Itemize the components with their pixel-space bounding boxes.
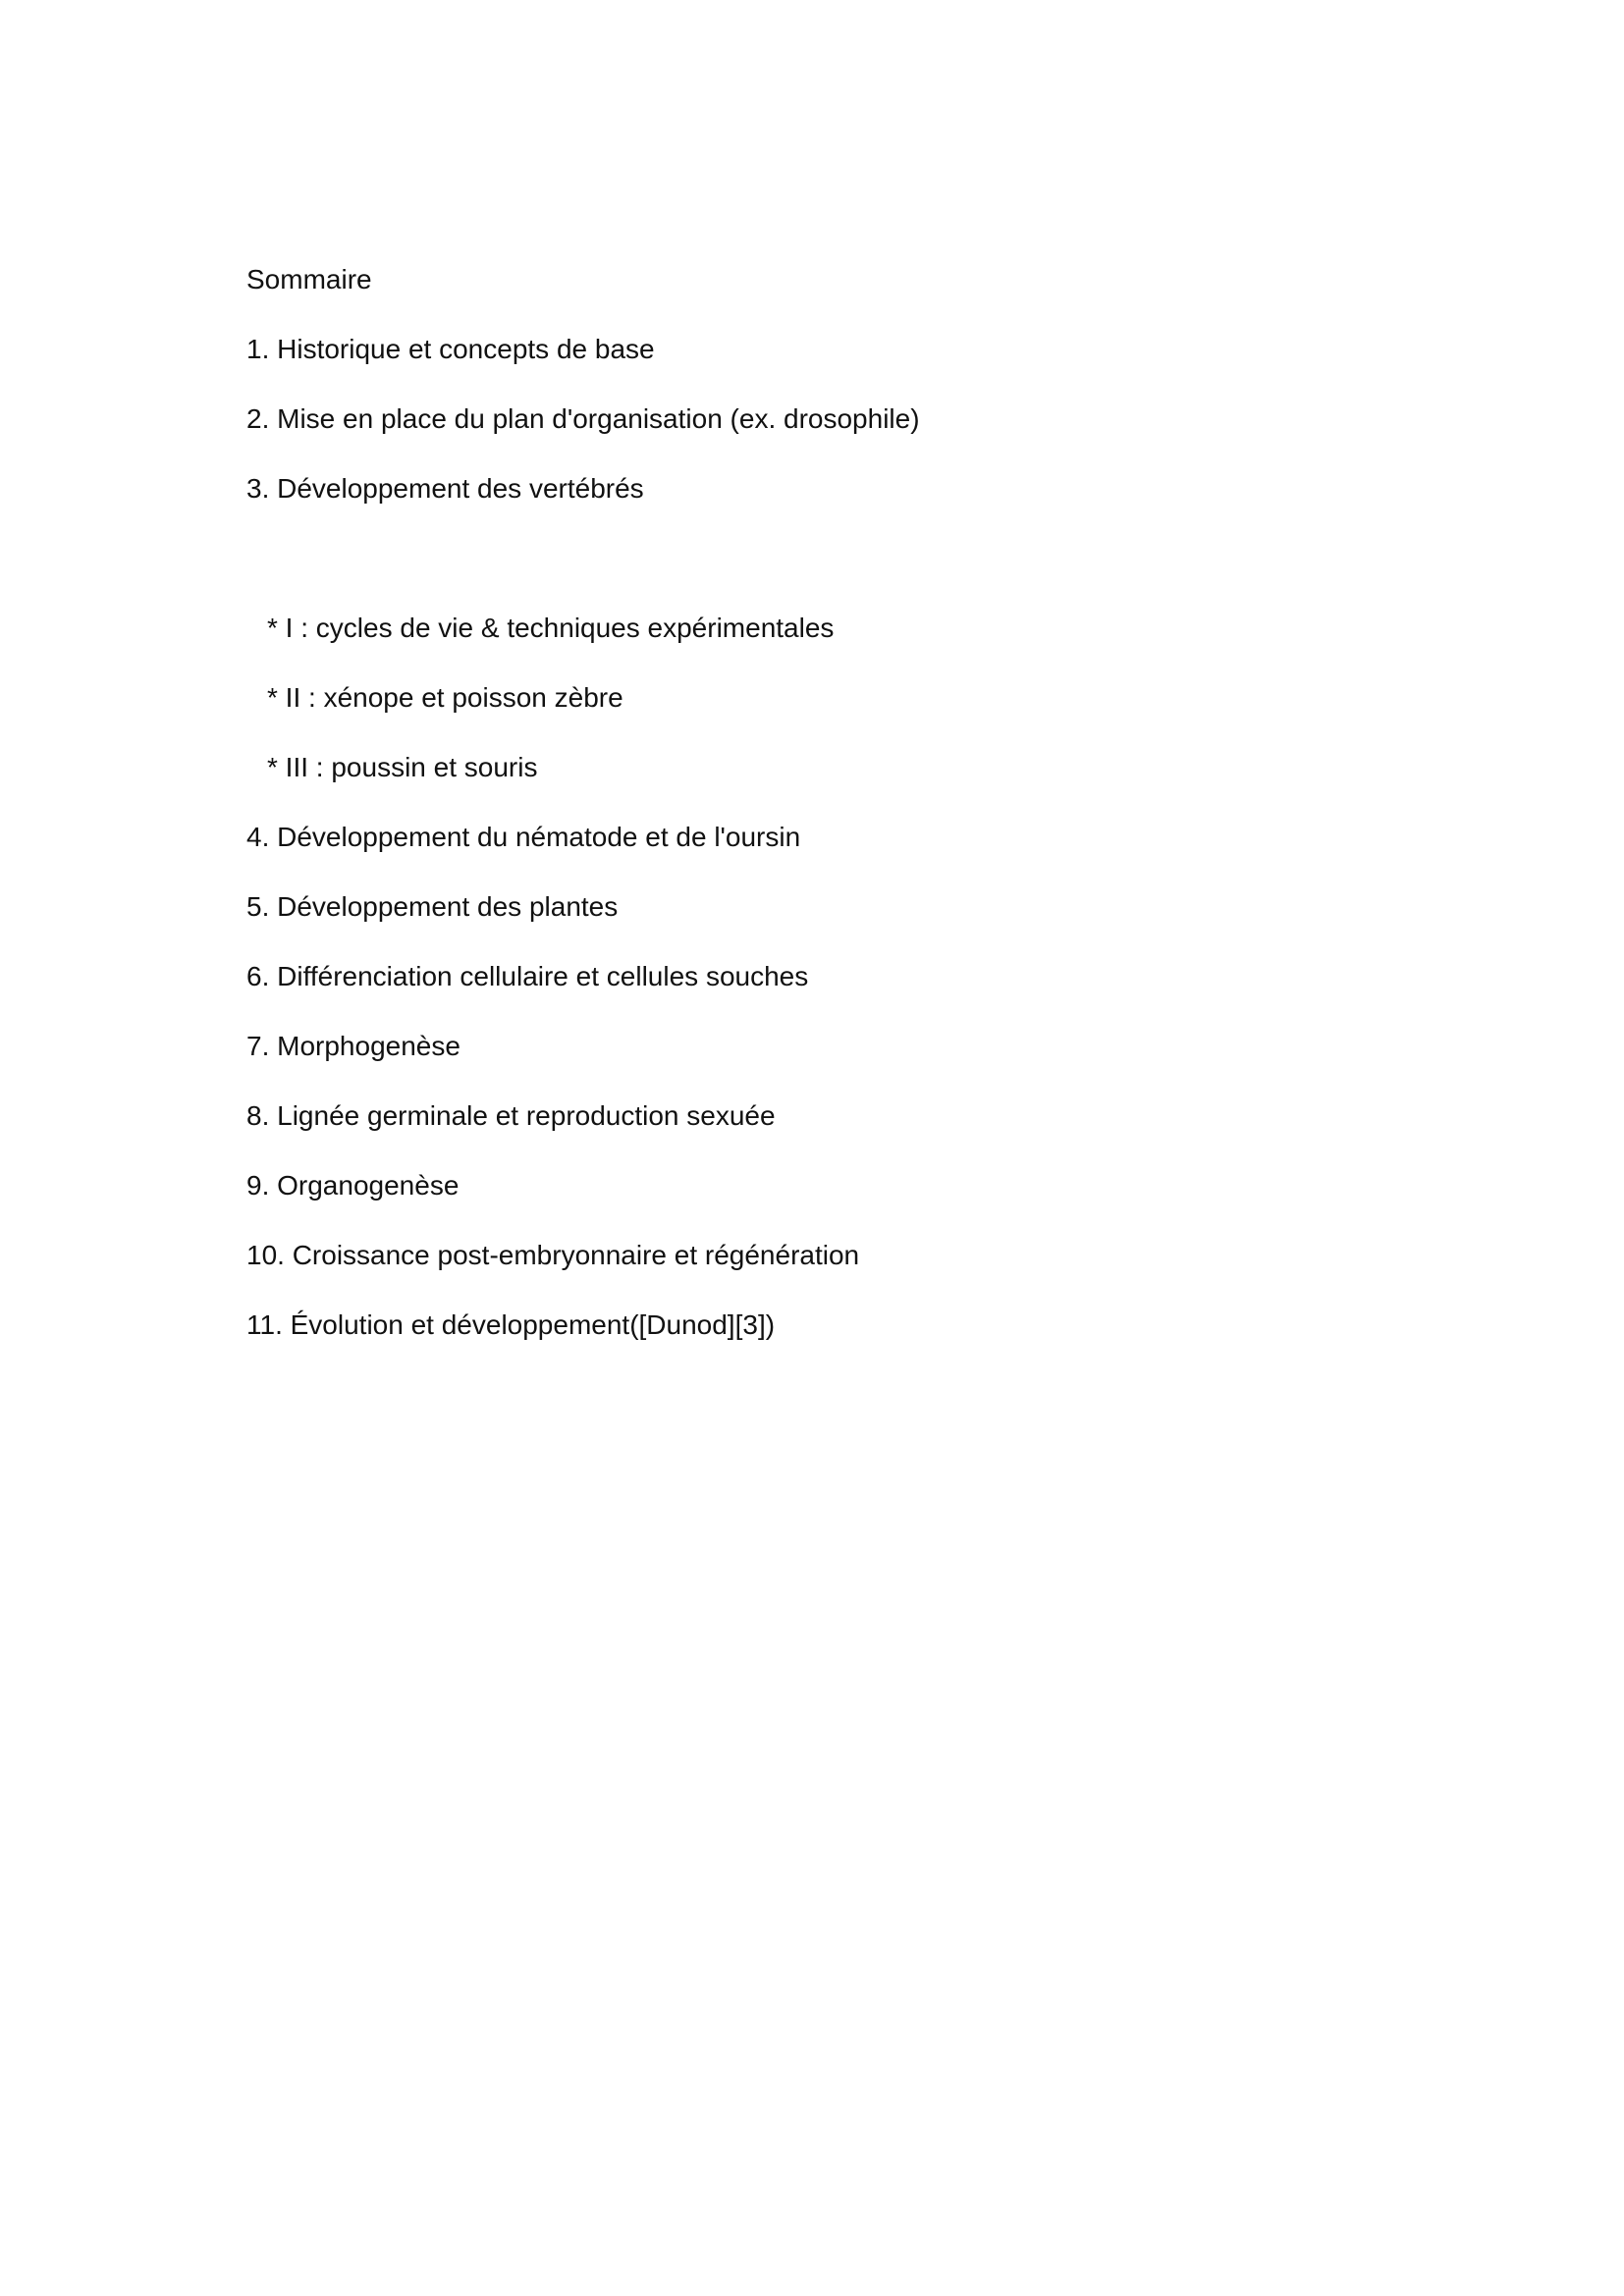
toc-subitem: * III : poussin et souris (267, 752, 538, 782)
toc-item: 10. Croissance post-embryonnaire et régénération (246, 1240, 860, 1270)
toc-item: 4. Développement du nématode et de l'oursin (246, 822, 801, 852)
table-of-contents (246, 263, 1376, 1378)
toc-item: 11. Évolution et développement([Dunod][3]) (246, 1309, 776, 1340)
toc-item: 7. Morphogenèse (246, 1031, 460, 1061)
toc-subitem: * II : xénope et poisson zèbre (267, 682, 623, 713)
toc-item: 2. Mise en place du plan d'organisation (ex. drosophile) (246, 403, 920, 434)
toc-item: 3. Développement des vertébrés (246, 473, 644, 504)
toc-subitem: * I : cycles de vie & techniques expérimentales (267, 613, 835, 643)
blank-line (246, 542, 1376, 612)
toc-item: 6. Différenciation cellulaire et cellules souches (246, 961, 809, 991)
toc-item: 9. Organogenèse (246, 1170, 460, 1201)
toc-heading: Sommaire (246, 264, 372, 294)
toc-item: 1. Historique et concepts de base (246, 334, 655, 364)
toc-item: 5. Développement des plantes (246, 891, 619, 922)
toc-item: 8. Lignée germinale et reproduction sexuée (246, 1100, 776, 1131)
